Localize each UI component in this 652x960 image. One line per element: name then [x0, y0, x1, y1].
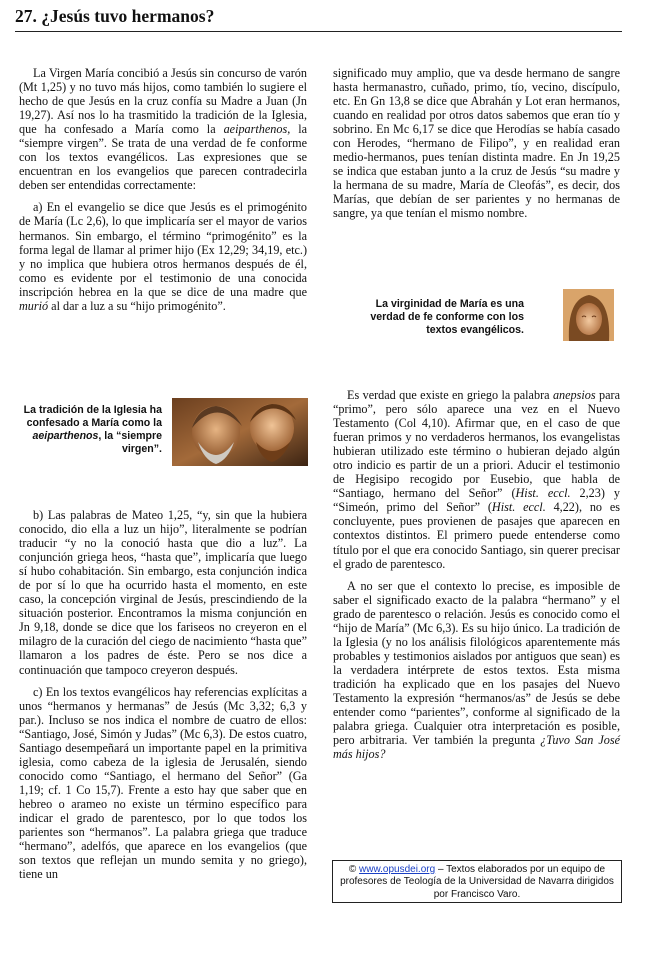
- text-run: para “primo”, pero sólo aparece una vez en el Nuevo Testamento (Col 4,10). Afirmar que, en el caso de que fueran primos y no verdaderos hermanos, los evangelistas hubieran utilizado este término o hubieran dejado algún otro indicio es partir de un a priori. Aducir el testimonio de Hegisipo recogido por Eusebio, que habla de “Santiago, hermano del Señor” (: [333, 388, 620, 501]
- text-run: , la “siempre virgen”. Se trata de una verdad de fe conforme con los textos evangélicos. Las expresiones que se encuentran en los evangelios que parecen contradecirla deben ser entendidas correctamente:: [19, 122, 307, 193]
- italic-text-run: anepsios: [552, 388, 596, 402]
- text-run: al dar a luz a su “hijo primogénito”.: [48, 298, 226, 313]
- copyright-footer: [332, 860, 622, 903]
- italic-text-run: Hist. eccl.: [491, 500, 546, 515]
- text-run: La Virgen María concibió a Jesús sin concurso de varón (Mt 1,25) y no tuvo más hijos, como también lo sugiere el hecho de que Jesús en la cruz confía su Madre a Juan (Jn 19,27). Así nos lo ha trasmitido la tradición de la Iglesia, que ha confesado a María como la: [19, 66, 307, 137]
- virgin-mary-painting: [563, 289, 614, 341]
- copyright-symbol: ©: [348, 864, 360, 875]
- text-run: La tradición de la Iglesia ha confesado a María como la: [23, 404, 162, 429]
- italic-text-run: murió: [19, 298, 49, 313]
- text-run: La virginidad de María es una verdad de fe conforme con los textos evangélicos.: [370, 298, 524, 336]
- paragraph-c: [19, 685, 307, 882]
- italic-text-run: Hist. eccl.: [515, 486, 571, 501]
- apostles-painting: [172, 398, 308, 466]
- callout-virginidad: [354, 298, 524, 337]
- text-run: 2,23) y “Simeón, primo del Señor” (: [333, 486, 620, 515]
- page-title: 27. ¿Jesús tuvo hermanos?: [15, 4, 622, 32]
- italic-text-run: ¿Tuvo San José más hijos?: [333, 733, 621, 762]
- opusdei-link[interactable]: www.opusdei.org: [359, 864, 436, 875]
- right-column-top: [333, 66, 620, 221]
- virgin-mary-painting-image: [563, 289, 614, 341]
- text-run: a) En el evangelio se dice que Jesús es el primogénito de María (Lc 2,6), lo que implicaría ser el mayor de varios hermanos. Sin embargo, el término “primogénito” es la forma legal de llamar al primer hijo (Ex 12,29; 34,19, etc.) y no implica que hubiera otros hermanos después de él, como es evidente por el testimonio de una conocida inscripción hebrea en la que se dice de una madre que: [19, 200, 307, 299]
- paragraph-conclusion: [333, 579, 620, 762]
- text-run: A no ser que el contexto lo precise, es imposible de saber el significado exacto de la palabra “hermano” y el grado de parentesco o relación. Jesús es conocido como el “hijo de María” (Mc 6,3). Es su hijo único. La tradición de la Iglesia (y no los análisis filológicos aparentemente más probables y testimonios aislados por antiguos que sean) es la verdadera intérprete de estos textos. Esta misma tradición ha explicado que en los pasajes del Nuevo Testamento la expresión “hermanos/as” de Jesús se debe entender como “parientes”, conforme al significado de la palabra griega. Cualquier otra interpretación es posible, pero arbitraria. Ver también la pregunta: [333, 578, 620, 748]
- left-column-bottom: [19, 508, 307, 881]
- intro-paragraph: [19, 66, 307, 192]
- text-run: b) Las palabras de Mateo 1,25, “y, sin que la hubiera conocido, dio ella a luz un hijo”, literalmente se podrían traducir “y no la conoció hasta que dio a luz”. La conjunción griega heos, “hasta que”, implicaría que luego sí hubo cohabitación. Sin embargo, esta conjunción indica de por sí lo que ha ocurrido hasta el momento, en este caso, la concepción virginal de Jesús, prescindiendo de la situación posterior. Encontramos la misma conjunción en Jn 9,18, donde se dice que los fariseos no creyeron en el milagro de la curación del ciego de nacimiento “hasta que” llamaron a los padres de éste. Pero se nos dice a continuación que tampoco creyeron después.: [19, 508, 307, 677]
- text-run: , la “siempre virgen”.: [98, 430, 162, 455]
- text-run: significado muy amplio, que va desde hermano de sangre hasta hermanastro, cuñado, primo, tío, vecino, discípulo, etc. En Gn 13,8 se dice que Abrahán y Lot eran hermanos, cuando en realidad por otros datos sabemos que eran tío y sobrino. En Mc 6,17 se dice que Herodías se había casado con Herodes, “hermano de Filipo”, y en realidad eran medio-hermanos, pues tenían distinta madre. En Jn 19,25 se indica que estaban junto a la cruz de Jesús “su madre y la hermana de su madre, María de Cleofás”, es decir, dos Marías, que debían de ser parientes y no hermanas de sangre, ya que tenían el mismo nombre.: [333, 66, 620, 221]
- left-column-top: [19, 66, 307, 313]
- paragraph-b: [19, 508, 307, 677]
- footer-credit: – Textos elaborados por un equipo de profesores de Teología de la Universidad de Navarra dirigidos por Francisco Varo.: [340, 864, 614, 900]
- paragraph-a: [19, 200, 307, 312]
- text-run: c) En los textos evangélicos hay referencias explícitas a unos “hermanos y hermanas” de Jesús (Mc 3,32; 6,3 y par.). Incluso se nos indica el nombre de cuatro de ellos: “Santiago, José, Simón y Judas” (Mc 6,3). De estos cuatro, Santiago desempeñará un importante papel en la primitiva iglesia, como cabeza de la iglesia de Jerusalén, siendo conocido como “Santiago, el hermano del Señor” (Ga 1,19; cf. 1 Co 15,7). Frente a esto hay que saber que en hebreo o arameo no existe un término específico para indicar el grado de parentesco, por lo que todos los parientes son “hermanos”. La palabra griega que traduce “hermano”, adelfós, que aparece en los evangelios (que son textos que reflejan un mundo semita y no griego), tiene un: [19, 684, 307, 882]
- text-run: 4,22), no es concluyente, pues provienen de pasajes que aparecen en contextos distintos. El primero puede entenderse como título por el que era conocido Santiago, sin querer precisar el grado de parentesco.: [333, 500, 620, 571]
- paragraph-c-continued: [333, 66, 620, 221]
- callout-tradicion: [19, 404, 162, 456]
- italic-text-run: aeiparthenos: [32, 430, 99, 442]
- italic-text-run: aeiparthenos: [223, 122, 288, 137]
- paragraph-anepsios: [333, 388, 620, 571]
- apostles-painting-image: [172, 398, 308, 466]
- right-column-bottom: [333, 388, 620, 761]
- text-run: Es verdad que existe en griego la palabra: [347, 388, 553, 402]
